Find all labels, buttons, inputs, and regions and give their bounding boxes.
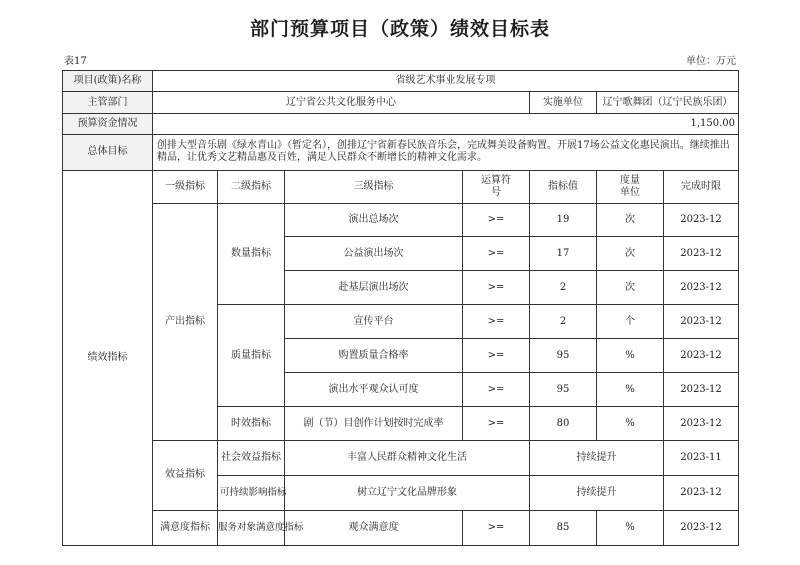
table-row (63, 203, 739, 237)
group-satisfaction: 满意度指标 (153, 510, 218, 545)
header-l3: 三级指标 (285, 170, 463, 203)
row-op: >= (463, 305, 530, 339)
group-quantity: 数量指标 (218, 203, 285, 305)
perf-indicator-label: 绩效指标 (63, 170, 153, 545)
row-name: 宣传平台 (285, 305, 463, 339)
row-time: 2023-12 (664, 475, 739, 510)
group-social: 社会效益指标 (218, 440, 285, 475)
group-quality: 质量指标 (218, 305, 285, 407)
row-unit: 次 (597, 203, 664, 237)
goal-label: 总体目标 (63, 134, 153, 170)
row-value: 19 (530, 203, 597, 237)
header-value: 指标值 (530, 170, 597, 203)
impl-label: 实施单位 (530, 92, 597, 114)
group-sustain: 可持续影响指标 (218, 475, 285, 510)
project-name-value: 省级艺术事业发展专项 (153, 71, 739, 92)
impl-value: 辽宁歌舞团（辽宁民族乐团） (597, 92, 739, 114)
row-value: 持续提升 (530, 475, 664, 510)
row-name: 赴基层演出场次 (285, 271, 463, 305)
row-name: 观众满意度 (285, 510, 463, 545)
row-name: 公益演出场次 (285, 237, 463, 271)
row-value: 95 (530, 373, 597, 407)
row-unit: 个 (597, 305, 664, 339)
row-op: >= (463, 510, 530, 545)
row-name: 购置质量合格率 (285, 339, 463, 373)
goal-text: 创排大型音乐剧《绿水青山》（暂定名），创排辽宁省新春民族音乐会，完成舞美设备购置。开展17场公益文化惠民演出。继续推出精品，让优秀文艺精品惠及百姓，满足人民群众不断增长的精神文化需求。 (153, 134, 739, 170)
group-benefit: 效益指标 (153, 440, 218, 510)
row-value: 2 (530, 305, 597, 339)
row-op: >= (463, 373, 530, 407)
group-timeliness: 时效指标 (218, 407, 285, 441)
row-time: 2023-12 (664, 407, 739, 441)
fund-row (63, 114, 739, 134)
goal-row (63, 134, 739, 170)
row-value: 17 (530, 237, 597, 271)
header-row (63, 170, 739, 203)
row-unit: % (597, 407, 664, 441)
row-value: 80 (530, 407, 597, 441)
unit-label: 单位：万元 (686, 56, 736, 67)
row-time: 2023-12 (664, 510, 739, 545)
row-op: >= (463, 407, 530, 441)
table-number: 表17 (64, 56, 87, 67)
row-name: 树立辽宁文化品牌形象 (285, 475, 530, 510)
row-value: 2 (530, 271, 597, 305)
dept-value: 辽宁省公共文化服务中心 (153, 92, 530, 114)
row-time: 2023-12 (664, 373, 739, 407)
group-service: 服务对象满意度指标 (218, 510, 285, 545)
fund-value: 1,150.00 (153, 114, 739, 134)
row-unit: % (597, 339, 664, 373)
dept-label: 主管部门 (63, 92, 153, 114)
header-time: 完成时限 (664, 170, 739, 203)
row-op: >= (463, 339, 530, 373)
row-unit: % (597, 373, 664, 407)
header-op: 运算符号 (463, 170, 530, 203)
department-row (63, 92, 739, 114)
row-time: 2023-12 (664, 203, 739, 237)
row-value: 85 (530, 510, 597, 545)
row-time: 2023-12 (664, 271, 739, 305)
row-name: 演出水平观众认可度 (285, 373, 463, 407)
row-time: 2023-12 (664, 237, 739, 271)
row-value: 95 (530, 339, 597, 373)
row-time: 2023-12 (664, 305, 739, 339)
group-output: 产出指标 (153, 203, 218, 440)
row-op: >= (463, 203, 530, 237)
row-unit: % (597, 510, 664, 545)
header-l1: 一级指标 (153, 170, 218, 203)
row-name: 丰富人民群众精神文化生活 (285, 440, 530, 475)
row-op: >= (463, 237, 530, 271)
project-name-row (63, 71, 739, 92)
header-unit: 度量单位 (597, 170, 664, 203)
performance-table (62, 70, 739, 546)
header-l2: 二级指标 (218, 170, 285, 203)
row-time: 2023-11 (664, 440, 739, 475)
fund-label: 预算资金情况 (63, 114, 153, 134)
row-name: 演出总场次 (285, 203, 463, 237)
row-time: 2023-12 (664, 339, 739, 373)
page-title: 部门预算项目（政策）绩效目标表 (249, 18, 550, 40)
row-unit: 次 (597, 237, 664, 271)
row-op: >= (463, 271, 530, 305)
row-value: 持续提升 (530, 440, 664, 475)
table-row (63, 440, 739, 475)
row-name: 剧（节）目创作计划按时完成率 (285, 407, 463, 441)
table-row (63, 510, 739, 545)
project-name-label: 项目(政策)名称 (63, 71, 153, 92)
row-unit: 次 (597, 271, 664, 305)
